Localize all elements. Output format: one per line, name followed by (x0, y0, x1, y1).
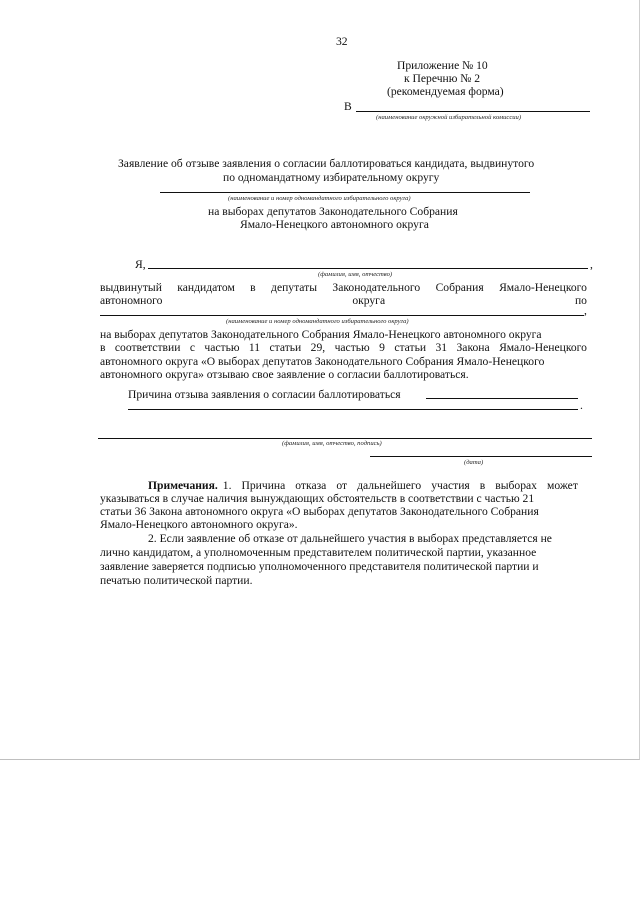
note-1-word-0: 1. (222, 479, 232, 492)
document-title-line-4: Ямало-Ненецкого автономного округа (240, 218, 429, 231)
paragraph-line-1: на выборах депутатов Законодательного Собрания Ямало-Ненецкого автономного округа (100, 328, 542, 341)
addressee-fill-line (356, 111, 590, 112)
note-1-line-4: Ямало-Ненецкого автономного округа». (100, 518, 298, 531)
signature-line (98, 438, 592, 439)
note-1-word-6: в (479, 479, 486, 492)
paragraph-word-11: Закона (456, 341, 490, 354)
addressee-caption: (наименование окружной избирательной комиссии) (376, 114, 522, 121)
nominated-word-5: Собрания (435, 281, 484, 294)
note-1-word-5: участия (431, 479, 470, 492)
document-title-line-3: на выборах депутатов Законодательного Собрания (208, 205, 458, 218)
reason-fill-line-2 (128, 409, 578, 410)
nominated-word-3: депутаты (271, 281, 318, 294)
note-1-word-4: дальнейшего (357, 479, 422, 492)
nominated-word-2: в (250, 281, 256, 294)
autonomous-line (100, 294, 587, 308)
paragraph-word-2: с (189, 341, 195, 354)
note-1-word-7: выборах (495, 479, 537, 492)
note-1-word-3: от (336, 479, 348, 492)
applicant-comma: , (590, 258, 593, 271)
autonomous-word-0: автономного (100, 294, 163, 307)
note-2-line-3: заявление заверяется подписью уполномоченного представителя политической партии и (100, 560, 539, 573)
reason-label: Причина отзыва заявления о согласии баллотироваться (128, 388, 401, 401)
applicant-name-line (148, 268, 588, 269)
blank-area-below-page (0, 760, 640, 905)
page-number: 32 (336, 35, 348, 48)
note-2-line-1: 2. Если заявление об отказе от дальнейшего участия в выборах представляется не (148, 532, 552, 545)
note-2-line-2: лично кандидатом, а уполномоченным представителем политической партии, указанное (100, 546, 537, 559)
note-1-line-1 (148, 479, 578, 493)
body-district-comma: , (584, 304, 587, 317)
nominated-word-1: кандидатом (177, 281, 235, 294)
paragraph-word-5: статьи (269, 341, 302, 354)
title-district-line (160, 192, 530, 193)
reason-end-period: . (580, 399, 583, 412)
title-district-caption: (наименование и номер одномандатного избирательного округа) (228, 195, 411, 202)
nominated-word-6: Ямало-Ненецкого (499, 281, 587, 294)
note-1-line-1-words (223, 479, 578, 493)
note-1-line-2: указываться в случае наличия вынуждающих обстоятельств в соответствии с частью 21 (100, 492, 535, 505)
addressee-prefix: В (344, 100, 352, 113)
appendix-line-3: (рекомендуемая форма) (387, 85, 504, 98)
paragraph-word-1: соответствии (114, 341, 181, 354)
note-2-line-4: печатью политической партии. (100, 574, 253, 587)
applicant-ya: Я, (135, 258, 146, 271)
note-1-word-2: отказа (295, 479, 327, 492)
document-title-line-2: по одномандатному избирательному округу (223, 171, 440, 184)
note-1-line-3: статьи 36 Закона автономного округа «О выборах депутатов Законодательного Собрания (100, 505, 539, 518)
paragraph-word-8: 9 (379, 341, 385, 354)
body-district-caption: (наименование и номер одномандатного избирательного округа) (226, 318, 409, 325)
date-line (370, 456, 592, 457)
paragraph-word-12: Ямало-Ненецкого (499, 341, 587, 354)
paragraph-word-0: в (100, 341, 106, 354)
paragraph-word-4: 11 (248, 341, 261, 354)
appendix-line-1: Приложение № 10 (397, 59, 488, 72)
paragraph-word-3: частью (204, 341, 240, 354)
autonomous-word-2: по (574, 294, 587, 307)
signature-caption: (фамилия, имя, отчество, подпись) (282, 440, 382, 447)
nominated-line (100, 281, 587, 295)
nominated-word-4: Законодательного (332, 281, 421, 294)
date-caption: (дата) (464, 459, 484, 466)
body-district-line (100, 315, 584, 316)
applicant-name-caption: (фамилия, имя, отчество) (318, 271, 393, 278)
note-1-word-8: может (546, 479, 578, 492)
nominated-word-0: выдвинутый (100, 281, 162, 294)
document-title-line-1: Заявление об отзыве заявления о согласии баллотироваться кандидата, выдвинутого (118, 157, 535, 170)
paragraph-word-9: статьи (394, 341, 427, 354)
paragraph-line-2 (100, 341, 587, 355)
paragraph-line-4: автономного округа» отзываю свое заявление о согласии баллотироваться. (100, 368, 469, 381)
paragraph-word-7: частью (334, 341, 370, 354)
paragraph-line-3: автономного округа «О выборах депутатов Законодательного Собрания Ямало-Ненецкого (100, 355, 545, 368)
notes-heading: Примечания. (148, 479, 218, 492)
reason-fill-line-1 (426, 398, 578, 399)
paragraph-word-6: 29, (310, 341, 326, 354)
paragraph-word-10: 31 (435, 341, 448, 354)
autonomous-word-1: округа (352, 294, 386, 307)
appendix-line-2: к Перечню № 2 (404, 72, 481, 85)
note-1-word-1: Причина (241, 479, 286, 492)
